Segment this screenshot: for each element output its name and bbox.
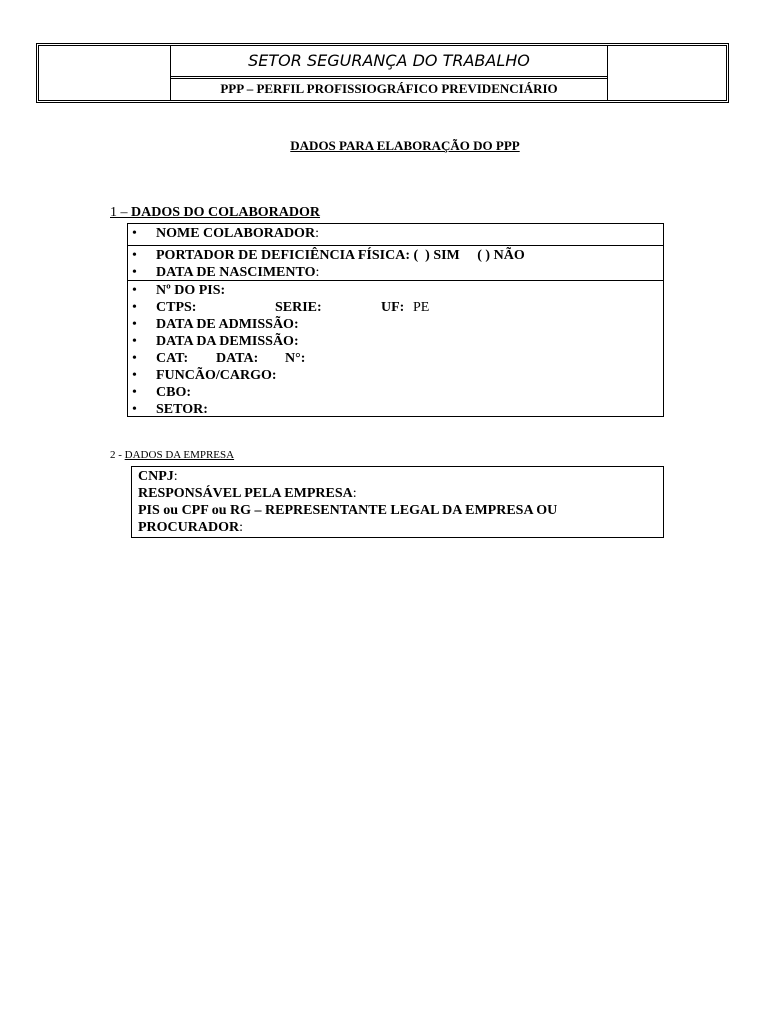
header-left-cell (39, 46, 171, 100)
field-numero-label: N°: (285, 351, 306, 366)
section2-title: DADOS DA EMPRESA (124, 449, 235, 461)
field-cbo (128, 384, 663, 401)
bullet: • (132, 351, 137, 366)
field-nome-label: NOME COLABORADOR (156, 226, 316, 241)
field-deficiencia-label: PORTADOR DE DEFICIÊNCIA FÍSICA: ( ) SIM ( ) NÃO (156, 248, 525, 263)
field-deficiencia (128, 247, 663, 264)
company-data-box (131, 466, 664, 538)
section1-title: DADOS DO COLABORADOR (131, 205, 321, 220)
field-cat-label: CAT: (156, 351, 189, 366)
field-uf-value: PE (413, 300, 430, 315)
bullet: • (132, 248, 137, 263)
field-admissao (128, 316, 663, 333)
field-demissao-label: DATA DA DEMISSÃO: (156, 334, 299, 349)
bullet: • (132, 385, 137, 400)
bullet: • (132, 226, 137, 241)
employee-row-name (128, 224, 663, 245)
field-cbo-label: CBO: (156, 385, 191, 400)
bullet: • (132, 317, 137, 332)
field-setor-label: SETOR: (156, 402, 208, 417)
field-pis-label: Nº DO PIS: (156, 283, 226, 298)
employee-row-work (128, 280, 663, 417)
field-representante (138, 519, 657, 536)
colon: : (239, 520, 243, 535)
bullet: • (132, 265, 137, 280)
header-right-cell (607, 46, 726, 100)
employee-row-personal (128, 245, 663, 280)
field-pis (128, 282, 663, 299)
field-funcao (128, 367, 663, 384)
field-funcao-label: FUNCÃO/CARGO: (156, 368, 277, 383)
bullet: • (132, 402, 137, 417)
field-cnpj-label: CNPJ (138, 469, 174, 484)
field-ctps-label: CTPS: (156, 300, 197, 315)
field-admissao-label: DATA DE ADMISSÃO: (156, 317, 299, 332)
colon: : (315, 265, 320, 280)
colon: : (352, 486, 357, 501)
field-ctps (128, 299, 663, 316)
field-representante-label: PROCURADOR (138, 520, 240, 535)
employee-data-box (127, 223, 664, 417)
page-title: DADOS PARA ELABORAÇÃO DO PPP (290, 138, 520, 153)
header-center-cell (170, 46, 608, 100)
field-nascimento (128, 264, 663, 281)
header-title: SETOR SEGURANÇA DO TRABALHO (170, 46, 608, 79)
bullet: • (132, 300, 137, 315)
header-subtitle: PPP – PERFIL PROFISSIOGRÁFICO PREVIDENCIÁRIO (220, 81, 558, 96)
field-responsavel-label: RESPONSÁVEL PELA EMPRESA (138, 486, 353, 501)
field-demissao (128, 333, 663, 350)
field-uf-label: UF: (381, 300, 405, 315)
bullet: • (132, 368, 137, 383)
field-serie-label: SERIE: (275, 300, 322, 315)
field-data-label: DATA: (216, 351, 259, 366)
bullet: • (132, 283, 137, 298)
field-nome (128, 225, 663, 242)
section1-number: 1 – (110, 205, 131, 220)
field-nascimento-label: DATA DE NASCIMENTO (156, 265, 316, 280)
colon: : (173, 469, 178, 484)
field-cnpj (138, 468, 657, 485)
colon: : (315, 226, 319, 241)
field-representante-line1: PIS ou CPF ou RG – REPRESENTANTE LEGAL DA EMPRESA OU (138, 503, 558, 518)
field-setor (128, 401, 663, 418)
section1-heading (110, 205, 320, 221)
section2-heading (110, 449, 234, 461)
document-header (36, 43, 729, 103)
section2-number: 2 - (110, 449, 125, 461)
bullet: • (132, 334, 137, 349)
field-responsavel (138, 485, 657, 502)
field-cat (128, 350, 663, 367)
